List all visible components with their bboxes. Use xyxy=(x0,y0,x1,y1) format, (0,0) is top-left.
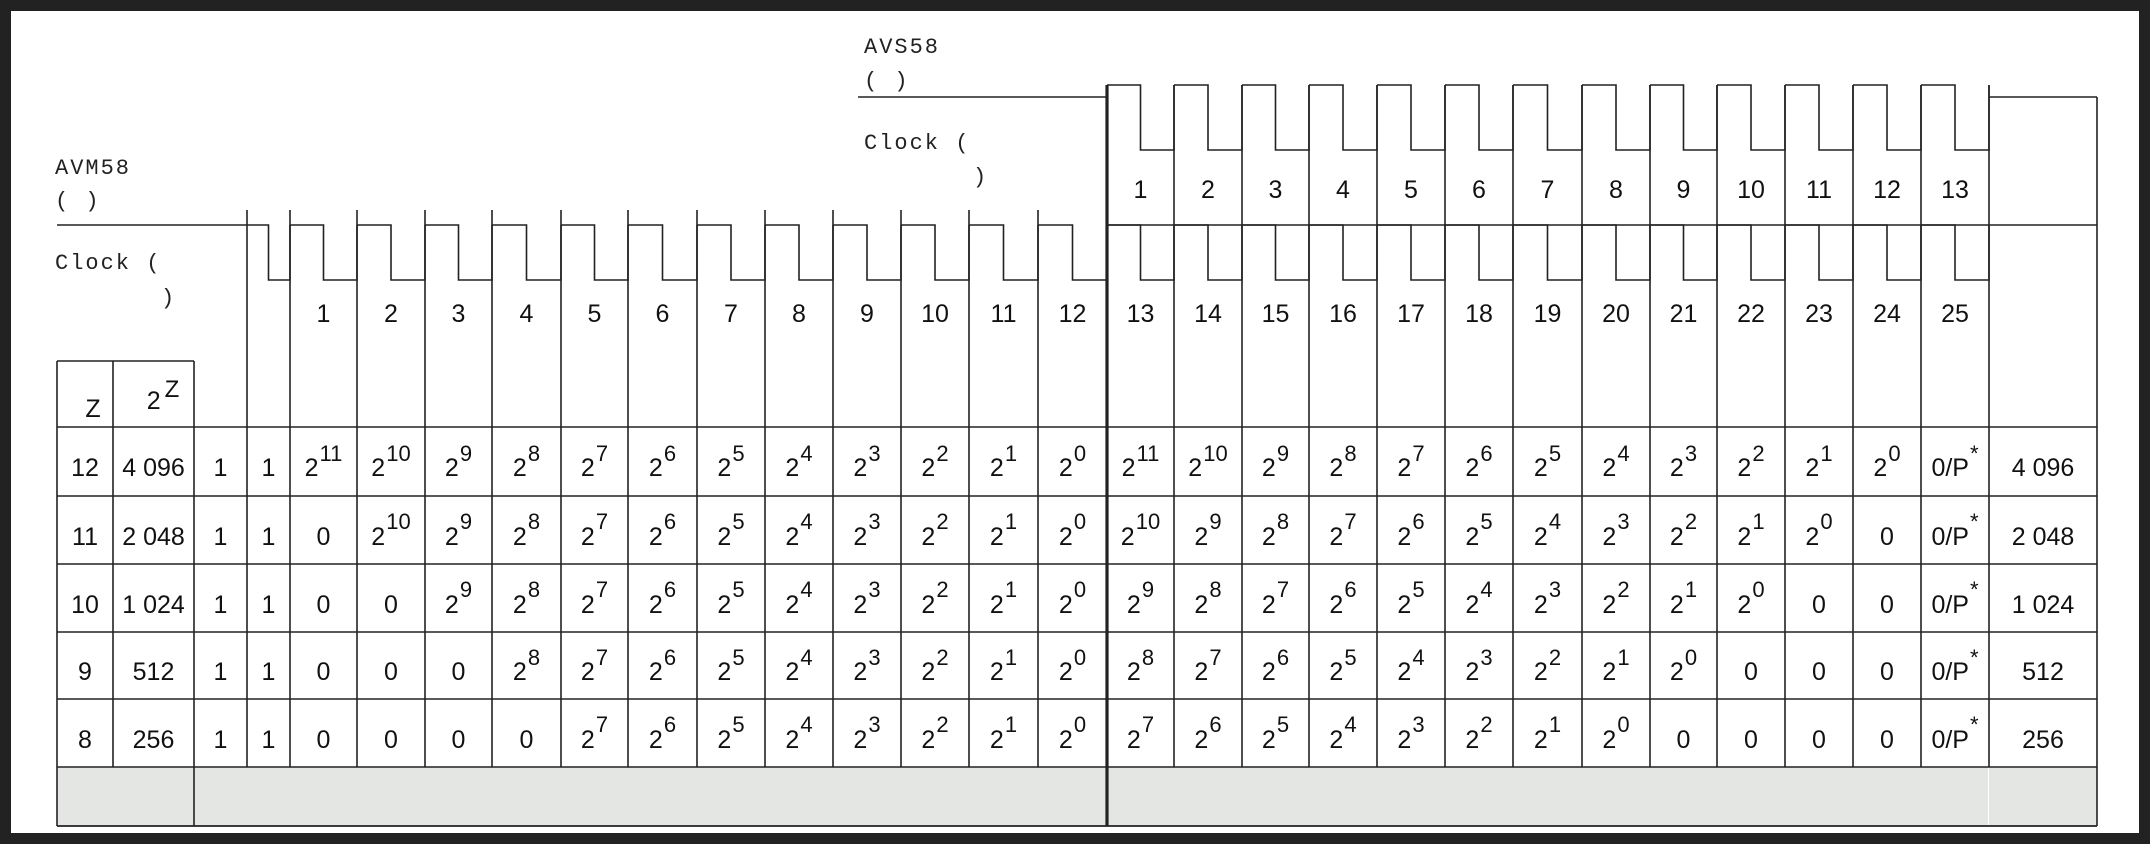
twoz-cell: 256 xyxy=(132,725,175,754)
bit-cell: 1 xyxy=(261,590,276,619)
bit-clock-number: 18 xyxy=(1465,300,1493,328)
bit-cell: $2^5$ xyxy=(1465,509,1493,551)
bit-clock-number: 16 xyxy=(1329,300,1357,328)
footer-shade-left xyxy=(57,767,194,826)
bit-cell: $2^6$ xyxy=(1397,509,1425,551)
bit-cell: $2^2$ xyxy=(921,509,949,551)
bit-cell: $2^6$ xyxy=(648,577,677,619)
bit-cell: $2^5$ xyxy=(1397,577,1425,619)
bit-clock-number: 19 xyxy=(1533,300,1562,328)
bit-cell: 0 xyxy=(316,725,331,754)
bit-cell: 0 xyxy=(1744,658,1758,686)
lead-cell: 1 xyxy=(213,522,228,551)
avs-clock-number: 11 xyxy=(1806,176,1832,204)
bit-clock-number: 20 xyxy=(1602,300,1630,328)
bit-cell: $2^2$ xyxy=(1737,440,1765,482)
bit-cell: $2^7$ xyxy=(1261,577,1290,619)
bit-cell: $2^8$ xyxy=(512,509,541,551)
bit-cell: $2^4$ xyxy=(1329,712,1357,754)
twoz-cell: 1 024 xyxy=(122,590,185,619)
bit-clock-number: 7 xyxy=(724,300,738,328)
bit-cell: $2^5$ xyxy=(1261,712,1290,754)
bit-cell: $2^1$ xyxy=(989,440,1018,482)
bit-cell: $2^6$ xyxy=(648,644,677,686)
bit-clock-number: 3 xyxy=(451,300,466,328)
bit-cell: 0/P* xyxy=(1931,712,1979,754)
bit-cell: $2^1$ xyxy=(989,509,1018,551)
bit-cell: 0 xyxy=(1676,725,1691,754)
bit-clock-number: 1 xyxy=(316,300,331,328)
bit-cell: 0 xyxy=(1744,725,1758,754)
bit-cell: $2^2$ xyxy=(1465,712,1493,754)
z-header: Z xyxy=(85,395,101,423)
bit-cell: $2^1$ xyxy=(1602,644,1630,686)
z-cell: 8 xyxy=(78,725,92,754)
bit-cell: $2^{10}$ xyxy=(1188,440,1228,482)
bit-cell: $2^4$ xyxy=(1465,577,1493,619)
bit-cell: $2^7$ xyxy=(1194,644,1222,686)
bit-cell: $2^6$ xyxy=(1465,440,1493,482)
bit-clock-number: 21 xyxy=(1669,300,1698,328)
bit-cell: $2^8$ xyxy=(1194,577,1222,619)
bit-clock-number: 15 xyxy=(1261,300,1290,328)
bit-cell: $2^6$ xyxy=(1194,712,1222,754)
avs-clock-number: 3 xyxy=(1268,176,1283,204)
bit-cell: $2^0$ xyxy=(1058,644,1087,686)
avs-clock-number: 10 xyxy=(1737,176,1765,204)
bit-cell: $2^9$ xyxy=(1126,577,1155,619)
bit-cell: $2^7$ xyxy=(580,509,609,551)
twoz-cell: 512 xyxy=(132,658,175,686)
bit-cell: $2^2$ xyxy=(921,440,949,482)
bit-cell: 0 xyxy=(1880,522,1894,551)
bit-cell: $2^1$ xyxy=(989,577,1018,619)
bit-clock-number: 8 xyxy=(792,300,806,328)
avs-clock-wave xyxy=(1107,85,1989,150)
bit-cell: 1 xyxy=(261,658,276,686)
bit-cell: $2^5$ xyxy=(717,577,745,619)
footer-shade-mid xyxy=(194,767,1988,826)
bit-cell: $2^8$ xyxy=(512,644,541,686)
bit-cell: $2^1$ xyxy=(989,712,1018,754)
lead-cell: 1 xyxy=(213,590,228,619)
bit-cell: $2^0$ xyxy=(1602,712,1630,754)
avm-clock-wave xyxy=(247,225,1989,280)
bit-cell: $2^{10}$ xyxy=(371,509,411,551)
bit-cell: $2^1$ xyxy=(1669,577,1698,619)
bit-cell: $2^0$ xyxy=(1058,712,1087,754)
bit-cell: $2^9$ xyxy=(444,440,473,482)
bit-cell: $2^8$ xyxy=(512,577,541,619)
bit-cell: $2^3$ xyxy=(853,712,881,754)
bit-cell: $2^{11}$ xyxy=(304,440,343,482)
bit-cell: $2^1$ xyxy=(1805,440,1833,482)
bit-clock-number: 4 xyxy=(519,300,534,328)
bit-cell: $2^1$ xyxy=(1737,509,1765,551)
bit-cell: $2^5$ xyxy=(1533,440,1562,482)
bit-cell: 0 xyxy=(316,658,331,686)
right-value-cell: 2 048 xyxy=(2011,522,2075,551)
bit-cell: $2^0$ xyxy=(1058,440,1087,482)
bit-cell: 0 xyxy=(1812,658,1826,686)
bit-cell: $2^6$ xyxy=(1329,577,1357,619)
bit-clock-number: 23 xyxy=(1805,300,1833,328)
bit-cell: $2^6$ xyxy=(648,712,677,754)
footer-shade-right xyxy=(1989,767,2097,826)
bit-cell: $2^5$ xyxy=(1329,644,1357,686)
bit-cell: $2^3$ xyxy=(1669,440,1698,482)
bit-cell: $2^3$ xyxy=(1397,712,1425,754)
bit-cell: $2^3$ xyxy=(853,644,881,686)
bit-cell: $2^4$ xyxy=(1533,509,1562,551)
bit-cell: 0/P* xyxy=(1931,644,1979,686)
lead-cell: 1 xyxy=(213,454,228,482)
bit-clock-number: 17 xyxy=(1397,300,1425,328)
bit-cell: $2^3$ xyxy=(853,509,881,551)
bit-cell: 0 xyxy=(384,590,398,619)
z-cell: 11 xyxy=(72,522,98,551)
bit-cell: $2^7$ xyxy=(1329,509,1357,551)
bit-cell: 1 xyxy=(261,522,276,551)
bit-cell: 0 xyxy=(451,658,466,686)
bit-cell: $2^6$ xyxy=(648,509,677,551)
bit-cell: 1 xyxy=(261,454,276,482)
avs-clock-number: 9 xyxy=(1676,176,1691,204)
avs-clock-number: 8 xyxy=(1609,176,1623,204)
bit-cell: $2^0$ xyxy=(1737,577,1765,619)
bit-clock-number: 25 xyxy=(1941,300,1969,328)
bit-cell: $2^1$ xyxy=(1533,712,1562,754)
bit-clock-number: 24 xyxy=(1873,300,1901,328)
bit-clock-number: 6 xyxy=(655,300,670,328)
bit-cell: 0 xyxy=(316,522,331,551)
lead-cell: 1 xyxy=(213,658,228,686)
avm-paren: ( ) xyxy=(55,189,101,214)
bit-cell: 0 xyxy=(384,725,398,754)
bit-cell: $2^5$ xyxy=(717,712,745,754)
bit-cell: $2^7$ xyxy=(580,440,609,482)
bit-cell: $2^2$ xyxy=(1669,509,1698,551)
bit-cell: $2^7$ xyxy=(580,712,609,754)
bit-cell: $2^4$ xyxy=(1397,644,1425,686)
bit-cell: $2^{10}$ xyxy=(371,440,411,482)
bit-cell: 0 xyxy=(451,725,466,754)
bit-cell: 0 xyxy=(384,658,398,686)
bit-cell: $2^3$ xyxy=(853,577,881,619)
bit-cell: $2^3$ xyxy=(1465,644,1493,686)
avm-clock-close: ) xyxy=(161,286,177,311)
bit-cell: $2^9$ xyxy=(1194,509,1222,551)
bit-cell: $2^2$ xyxy=(921,644,949,686)
bit-clock-number: 11 xyxy=(990,300,1017,328)
bit-cell: $2^4$ xyxy=(1602,440,1630,482)
bit-cell: $2^8$ xyxy=(1126,644,1155,686)
bit-cell: 0/P* xyxy=(1931,509,1979,551)
bit-cell: $2^7$ xyxy=(1397,440,1425,482)
bit-cell: $2^7$ xyxy=(1126,712,1155,754)
avs-clock-number: 6 xyxy=(1472,176,1486,204)
lead-cell: 1 xyxy=(213,725,228,754)
avs-clock-number: 5 xyxy=(1404,176,1418,204)
bit-cell: $2^2$ xyxy=(1533,644,1562,686)
avs-clock-number: 4 xyxy=(1336,176,1350,204)
bit-cell: $2^1$ xyxy=(989,644,1018,686)
bit-clock-number: 12 xyxy=(1058,300,1087,328)
bit-cell: $2^{11}$ xyxy=(1121,440,1160,482)
bit-cell: $2^5$ xyxy=(717,644,745,686)
bit-clock-number: 10 xyxy=(921,300,949,328)
bit-cell: 0 xyxy=(519,725,534,754)
bit-cell: 0 xyxy=(1880,658,1894,686)
right-value-cell: 512 xyxy=(2022,658,2064,686)
bit-cell: $2^0$ xyxy=(1058,509,1087,551)
avs-clock-number: 2 xyxy=(1201,176,1215,204)
z-cell: 12 xyxy=(71,454,99,482)
bit-cell: $2^4$ xyxy=(785,577,813,619)
avs-clock-close: ) xyxy=(973,165,989,190)
bit-cell: $2^6$ xyxy=(1261,644,1290,686)
avs-clock-label: Clock ( xyxy=(864,131,971,156)
bit-cell: $2^9$ xyxy=(444,509,473,551)
avs-title: AVS58 xyxy=(864,35,941,60)
bit-cell: $2^0$ xyxy=(1805,509,1833,551)
avs-clock-number: 12 xyxy=(1873,176,1901,204)
bit-cell: $2^3$ xyxy=(1533,577,1562,619)
bit-cell: 0 xyxy=(1812,725,1826,754)
bit-cell: $2^2$ xyxy=(921,577,949,619)
bit-cell: $2^4$ xyxy=(785,712,813,754)
avm-clock-label: Clock ( xyxy=(55,251,162,276)
bit-cell: $2^2$ xyxy=(921,712,949,754)
twoz-cell: 4 096 xyxy=(122,454,185,482)
z-cell: 9 xyxy=(78,658,92,686)
bit-cell: $2^0$ xyxy=(1669,644,1698,686)
twoz-cell: 2 048 xyxy=(122,522,185,551)
bit-cell: $2^3$ xyxy=(1602,509,1630,551)
bit-clock-number: 2 xyxy=(384,300,398,328)
bit-cell: $2^5$ xyxy=(717,440,745,482)
bit-cell: $2^3$ xyxy=(853,440,881,482)
right-value-cell: 256 xyxy=(2022,725,2064,754)
bit-cell: $2^9$ xyxy=(444,577,473,619)
avs-clock-number: 1 xyxy=(1133,176,1148,204)
bit-cell: 0/P* xyxy=(1931,440,1979,482)
bit-cell: 0/P* xyxy=(1931,577,1979,619)
bit-cell: $2^8$ xyxy=(1329,440,1357,482)
bit-cell: $2^7$ xyxy=(580,577,609,619)
avs-paren: ( ) xyxy=(864,69,910,94)
bit-cell: 1 xyxy=(261,725,276,754)
z-cell: 10 xyxy=(71,590,99,619)
bit-cell: $2^8$ xyxy=(512,440,541,482)
bit-cell: $2^4$ xyxy=(785,509,813,551)
bit-cell: $2^7$ xyxy=(580,644,609,686)
bit-cell: $2^4$ xyxy=(785,644,813,686)
bit-cell: $2^4$ xyxy=(785,440,813,482)
bit-clock-number: 13 xyxy=(1126,300,1155,328)
bit-clock-number: 14 xyxy=(1194,300,1222,328)
bit-cell: $2^0$ xyxy=(1058,577,1087,619)
bit-clock-number: 5 xyxy=(587,300,602,328)
avs-clock-number: 13 xyxy=(1941,176,1969,204)
right-value-cell: 4 096 xyxy=(2011,454,2075,482)
bit-clock-number: 22 xyxy=(1737,300,1765,328)
bit-cell: 0 xyxy=(1880,590,1894,619)
avm-title: AVM58 xyxy=(55,156,132,181)
bit-cell: $2^8$ xyxy=(1261,509,1290,551)
bit-cell: $2^5$ xyxy=(717,509,745,551)
bit-cell: $2^2$ xyxy=(1602,577,1630,619)
bit-cell: 0 xyxy=(1880,725,1894,754)
bit-cell: $2^6$ xyxy=(648,440,677,482)
right-value-cell: 1 024 xyxy=(2011,590,2075,619)
bit-cell: $2^0$ xyxy=(1873,440,1901,482)
bit-cell: $2^9$ xyxy=(1261,440,1290,482)
two-z-header: 2 $^Z$ xyxy=(146,376,180,415)
bit-cell: $2^{10}$ xyxy=(1120,509,1161,551)
avs-clock-number: 7 xyxy=(1540,176,1555,204)
bit-cell: 0 xyxy=(316,590,331,619)
bit-clock-number: 9 xyxy=(860,300,874,328)
bit-cell: 0 xyxy=(1812,590,1826,619)
